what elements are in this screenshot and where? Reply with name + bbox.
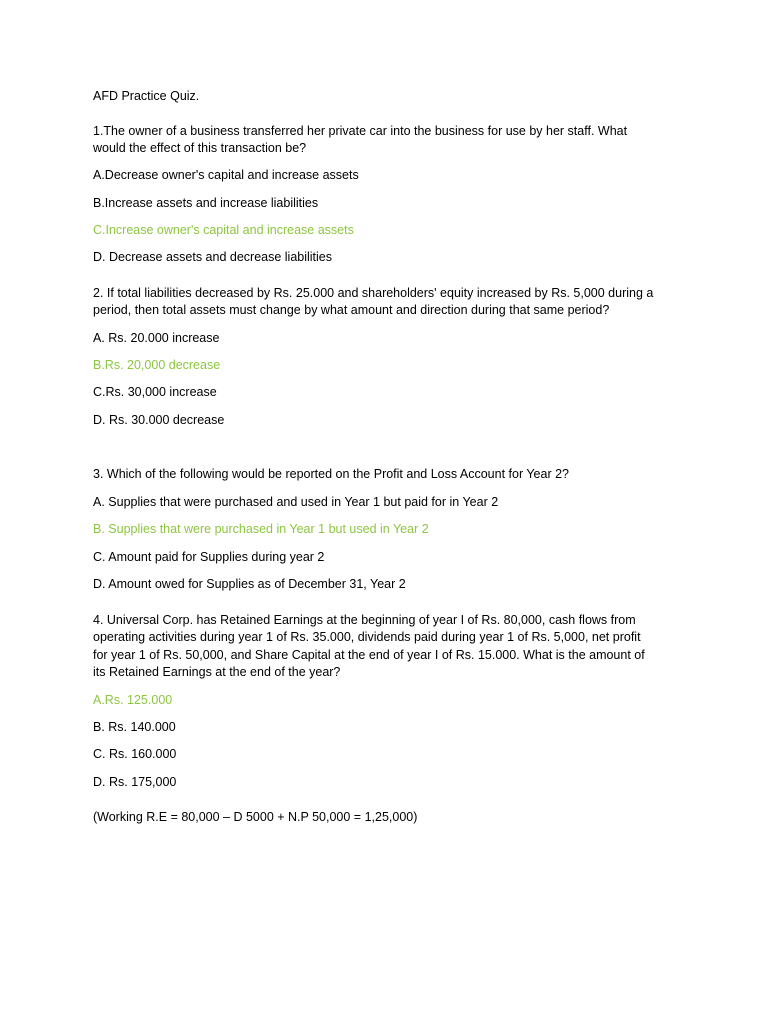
question-3-option-d: D. Amount owed for Supplies as of December 31, Year 2 — [93, 577, 406, 591]
quiz-title: AFD Practice Quiz. — [93, 89, 200, 103]
question-2-option-c: C.Rs. 30,000 increase — [93, 385, 217, 399]
question-4-option-a-correct: A.Rs. 125.000 — [93, 693, 173, 707]
question-3-option-a: A. Supplies that were purchased and used in Year 1 but paid for in Year 2 — [93, 495, 499, 509]
question-2-option-b-correct: B.Rs. 20,000 decrease — [93, 358, 221, 372]
question-4-option-b: B. Rs. 140.000 — [93, 720, 176, 734]
question-1-line-1: 1.The owner of a business transferred her private car into the business for use by her staff. What — [93, 124, 628, 138]
question-2-option-a: A. Rs. 20.000 increase — [93, 331, 220, 345]
question-3-option-c: C. Amount paid for Supplies during year 2 — [93, 550, 325, 564]
question-4-line-4: its Retained Earnings at the end of the year? — [93, 665, 341, 679]
question-4-option-d: D. Rs. 175,000 — [93, 775, 177, 789]
question-3-line-1: 3. Which of the following would be reported on the Profit and Loss Account for Year 2? — [93, 467, 569, 481]
question-1-option-a: A.Decrease owner's capital and increase assets — [93, 168, 359, 182]
question-4-line-3: for year 1 of Rs. 50,000, and Share Capital at the end of year I of Rs. 15.000. What is the amount of — [93, 648, 645, 662]
question-1-option-d: D. Decrease assets and decrease liabilities — [93, 250, 333, 264]
question-3-option-b-correct: B. Supplies that were purchased in Year 1 but used in Year 2 — [93, 522, 429, 536]
question-1-line-2: would the effect of this transaction be? — [93, 141, 307, 155]
question-4-line-2: operating activities during year 1 of Rs. 35.000, dividends paid during year 1 of Rs. 5,000, net profit — [93, 630, 641, 644]
question-1-option-b: B.Increase assets and increase liabilities — [93, 196, 319, 210]
question-1-option-c-correct: C.Increase owner's capital and increase assets — [93, 223, 354, 237]
question-2-line-1: 2. If total liabilities decreased by Rs. 25.000 and shareholders' equity increased by Rs. 5,000 during a — [93, 286, 654, 300]
question-2-option-d: D. Rs. 30.000 decrease — [93, 413, 225, 427]
question-2-line-2: period, then total assets must change by what amount and direction during that same period? — [93, 303, 610, 317]
question-4-option-c: C. Rs. 160.000 — [93, 747, 177, 761]
working-note: (Working R.E = 80,000 – D 5000 + N.P 50,000 = 1,25,000) — [93, 810, 418, 824]
question-4-line-1: 4. Universal Corp. has Retained Earnings at the beginning of year I of Rs. 80,000, cash flows from — [93, 613, 636, 627]
